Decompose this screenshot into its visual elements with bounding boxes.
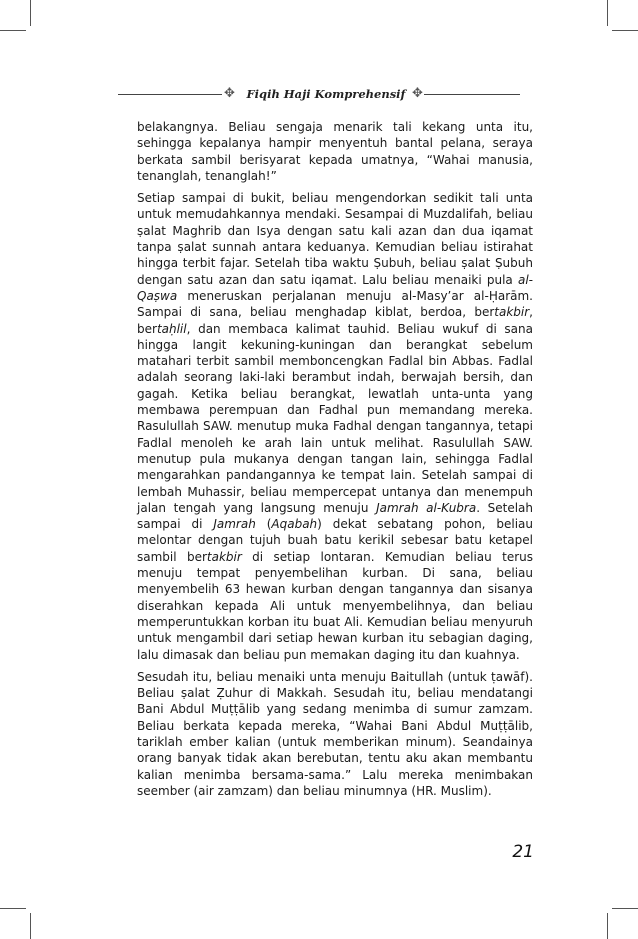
- crop-mark-bottom-right-h: [612, 908, 638, 909]
- running-header: [118, 82, 520, 108]
- crop-mark-top-right-h: [612, 30, 638, 31]
- text-run: (: [255, 517, 272, 532]
- text-run: Setiap sampai di bukit, beliau mengendorkan sedikit tali unta untuk memudahkannya mendaki. Sesampai di Muzdalifah, beliau ṣalat Maghrib dan Isya dengan satu kali azan dan dua iqamat tanpa ṣalat sunnah antara keduanya. Kemudian beliau istirahat hingga terbit fajar. Setelah tiba waktu Ṣubuh, beliau ṣalat Ṣubuh dengan satu azan dan satu iqamat. Lalu beliau menaiki pula: [137, 191, 533, 287]
- text-run: belakangnya. Beliau sengaja menarik tali kekang unta itu, sehingga kepalanya hampir menyentuh bantal pelana, seraya berkata sambil berisyarat kepada umatnya, “Wahai manusia, tenanglah, tenanglah!”: [137, 120, 533, 183]
- text-run: di setiap lontaran. Kemudian beliau terus menuju tempat penyembelihan kurban. Di sana, beliau menyembelih 63 hewan kurban dengan tangannya dan sisanya diserahkan kepada Ali untuk menyembelihnya, dan beliau memperuntukkan korban itu buat Ali. Kemudian beliau menyuruh untuk mengambil dari setiap hewan kurban itu sebagian daging, lalu dimasak dan beliau pun memakan daging itu dan kuahnya.: [137, 549, 533, 662]
- crop-mark-top-right: [607, 0, 608, 26]
- crop-mark-bottom-left-h: [0, 908, 26, 909]
- crop-mark-top-left-h: [0, 30, 26, 31]
- text-run: , ber: [137, 305, 533, 336]
- crop-mark-bottom-left: [30, 913, 31, 939]
- italic-term: takbir: [494, 305, 530, 320]
- text-run: . Setelah sampai di: [137, 500, 533, 532]
- italic-term: taḥlil: [156, 321, 187, 336]
- text-run: meneruskan perjalanan menuju al-Masy’ar al-Ḥarām. Sampai di sana, beliau menghadap kiblat, berdoa, ber: [137, 288, 533, 320]
- ornament-right-icon: ✥: [412, 86, 423, 101]
- text-run: ) dekat sebatang pohon, beliau melontar dengan tujuh buah batu kerikil sebesar batu ketapel sambil ber: [137, 517, 534, 564]
- body-text: [137, 119, 533, 805]
- italic-term: Aqabah: [271, 517, 318, 532]
- italic-term: Jamrah: [213, 517, 256, 532]
- text-run: , dan membaca kalimat tauhid. Beliau wukuf di sana hingga langit kekuning-kuningan dan berangkat sebelum matahari terbit sambil memboncengkan Fadlal bin Abbas. Fadlal adalah seorang laki-laki berambut indah, berwajah bersih, dan gagah. Ketika beliau berangkat, lewatlah unta-unta yang membawa perempuan dan Fadhal pun memandang mereka. Rasulullah SAW. menutup muka Fadhal dengan tangannya, tetapi Fadlal menoleh ke arah lain untuk melihat. Rasulullah SAW. menutup pula mukanya dengan tangan lain, sehingga Fadlal mengarahkan pandangannya ke tempat lain. Setelah sampai di lembah Muhassir, beliau mempercepat untanya dan menempuh jalan tengah yang langsung menuju: [137, 321, 533, 515]
- header-title: Fiqih Haji Komprehensif: [246, 87, 406, 101]
- italic-term: al-Qaṣwa: [137, 272, 533, 303]
- text-run: Sesudah itu, beliau menaiki unta menuju Baitullah (untuk ṭawāf). Beliau ṣalat Ẓuhur di Makkah. Sesudah itu, beliau mendatangi Bani Abdul Muṭṭālib yang sedang menimba di sumur zamzam. Beliau berkata kepada mereka, “Wahai Bani Abdul Muṭṭālib, tariklah ember kalian (untuk memberikan minum). Seandainya orang banyak tidak akan berebutan, tentu aku akan membantu kalian menimba bersama-sama.” Lalu mereka menimbakan seember (air zamzam) dan beliau minumnya (HR. Muslim).: [137, 669, 533, 798]
- italic-term: Jamrah al-Kubra: [376, 500, 477, 515]
- italic-term: takbir: [206, 549, 242, 564]
- header-rule-left: [118, 94, 222, 95]
- crop-mark-top-left: [30, 0, 31, 26]
- paragraph: [137, 669, 533, 799]
- paragraph: [137, 190, 533, 663]
- ornament-left-icon: ✥: [224, 86, 235, 101]
- header-rule-right: [424, 94, 520, 95]
- crop-mark-bottom-right: [607, 913, 608, 939]
- page-number: 21: [512, 842, 534, 862]
- paragraph: [137, 119, 533, 184]
